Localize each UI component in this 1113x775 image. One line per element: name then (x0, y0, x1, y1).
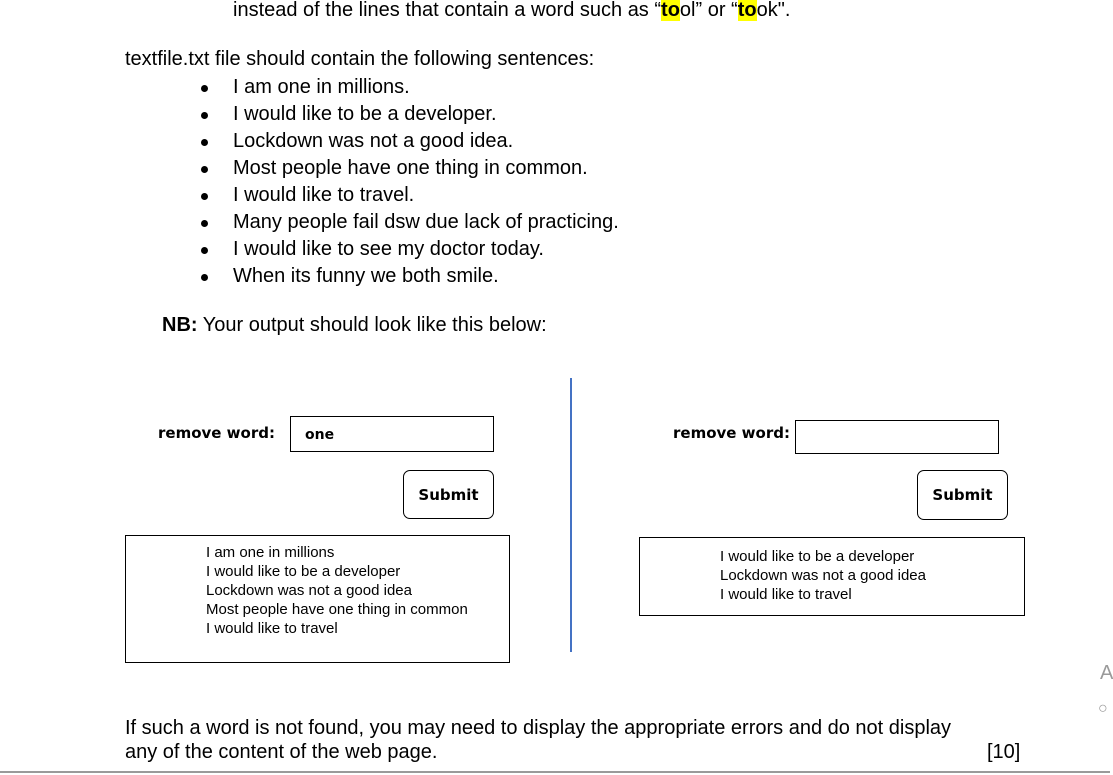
left-remove-word-input[interactable] (290, 416, 494, 452)
bullet-icon (201, 193, 208, 200)
output-line: I would like to travel (206, 620, 338, 637)
right-output-box (639, 537, 1025, 616)
bullet-icon (201, 85, 208, 92)
output-line: Lockdown was not a good idea (206, 582, 412, 599)
highlight-to-1: to (661, 0, 680, 21)
side-circle-icon: ○ (1098, 700, 1108, 717)
bullet-icon (201, 247, 208, 254)
output-line: I am one in millions (206, 544, 335, 561)
file-intro: textfile.txt file should contain the following sentences: (125, 48, 595, 70)
right-remove-word-input[interactable] (795, 420, 999, 454)
intro-line: instead of the lines that contain a word such as “tool” or “took". (233, 0, 791, 21)
nb-label: NB: (162, 314, 198, 336)
bullet-icon (201, 274, 208, 281)
left-submit-button[interactable]: Submit (403, 470, 494, 519)
bullet-icon (201, 112, 208, 119)
side-glyph-a: A (1100, 662, 1113, 684)
output-line: Most people have one thing in common (206, 601, 468, 618)
bullet-icon (201, 220, 208, 227)
bullet-icon (201, 166, 208, 173)
vertical-divider (570, 378, 572, 652)
right-submit-button[interactable]: Submit (917, 470, 1008, 520)
output-line: I would like to be a developer (206, 563, 401, 580)
left-input-value: one (305, 427, 335, 443)
footer-line-2: any of the content of the web page. (125, 741, 438, 763)
right-remove-word-label: remove word: (673, 424, 790, 442)
output-line: Lockdown was not a good idea (720, 567, 926, 584)
highlight-to-2: to (737, 0, 757, 21)
marks-label: [10] (987, 741, 1021, 763)
page-edge (0, 771, 1110, 773)
bullet-icon (201, 139, 208, 146)
nb-note: NB: Your output should look like this below: (162, 314, 547, 336)
output-line: I would like to travel (720, 586, 852, 603)
left-remove-word-label: remove word: (158, 424, 275, 442)
output-line: I would like to be a developer (720, 548, 915, 565)
footer-line-1: If such a word is not found, you may need to display the appropriate errors and do not display (125, 717, 952, 739)
left-output-box (125, 535, 510, 663)
